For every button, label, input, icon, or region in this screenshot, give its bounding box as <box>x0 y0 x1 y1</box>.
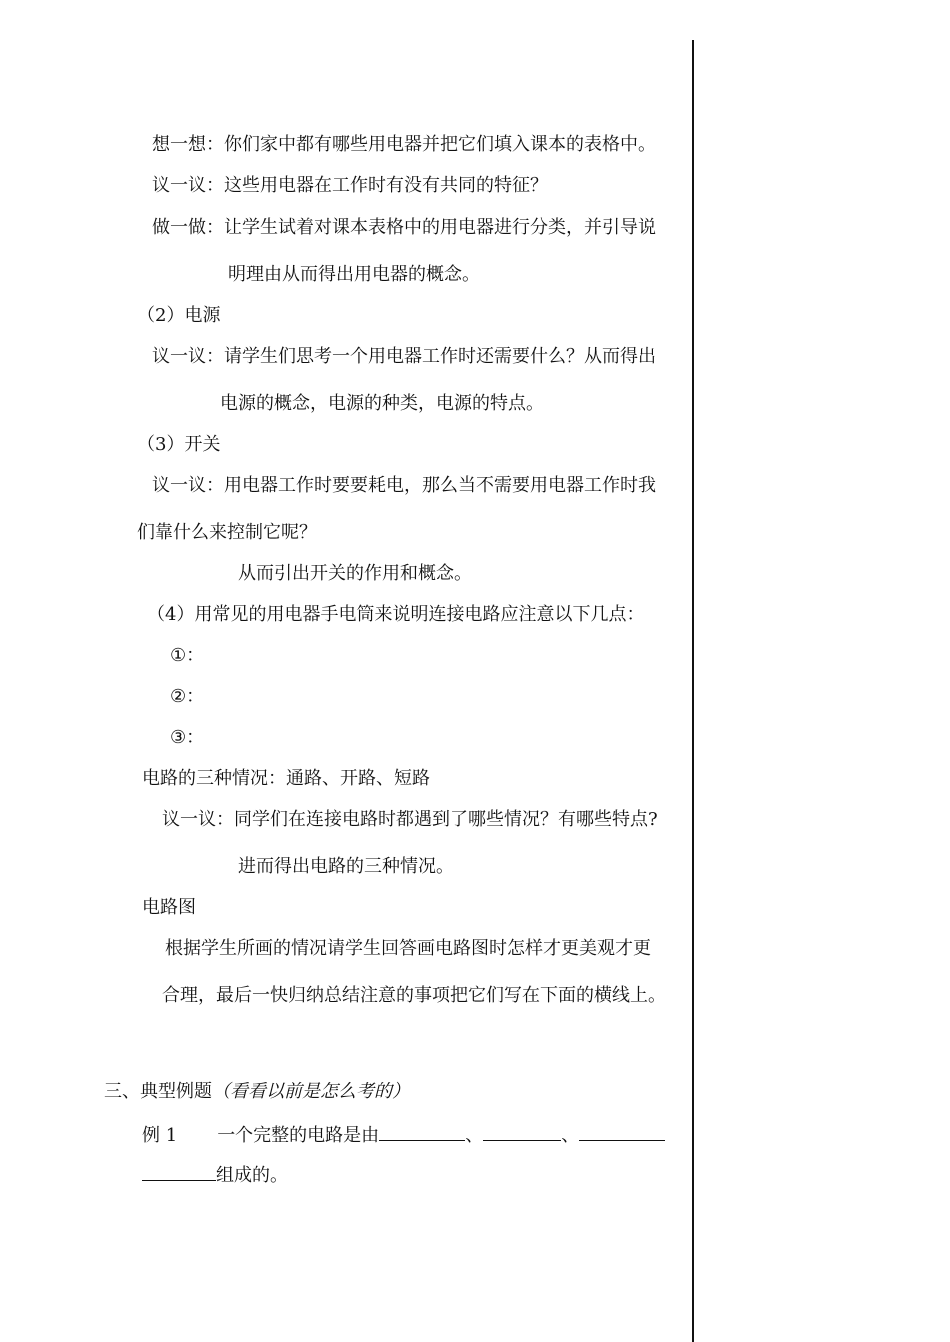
point-2: ②： <box>170 686 205 707</box>
discuss-line: 议一议：这些用电器在工作时有没有共同的特征？ <box>152 175 548 196</box>
example-1-sep-1: 、 <box>465 1125 484 1146</box>
circuit-discuss-line: 议一议：同学们在连接电路时都遇到了哪些情况？有哪些特点? <box>162 809 658 830</box>
switch-conclusion: 从而引出开关的作用和概念。 <box>238 563 472 584</box>
switch-discuss-line: 议一议：用电器工作时要要耗电，那么当不需要用电器工作时我 <box>152 475 656 496</box>
heading-flashlight: （4）用常见的用电器手电筒来说明连接电路应注意以下几点： <box>147 604 645 625</box>
example-1-text: 一个完整的电路是由 <box>217 1125 380 1146</box>
answer-blank-4[interactable] <box>142 1164 216 1181</box>
think-line: 想一想：你们家中都有哪些用电器并把它们填入课本的表格中。 <box>152 134 656 155</box>
answer-blank-1[interactable] <box>379 1124 465 1141</box>
point-1: ①： <box>170 645 205 666</box>
diagram-text-line: 根据学生所画的情况请学生回答画电路图时怎样才更美观才更 <box>165 938 651 959</box>
example-1-line <box>142 1124 665 1148</box>
example-1-suffix: 组成的。 <box>216 1165 288 1186</box>
switch-discuss-cont: 们靠什么来控制它呢？ <box>137 522 317 543</box>
section-3-title <box>104 1080 410 1104</box>
answer-blank-3[interactable] <box>579 1124 665 1141</box>
circuit-conclusion: 进而得出电路的三种情况。 <box>238 856 454 877</box>
do-line: 做一做：让学生试着对课本表格中的用电器进行分类，并引导说 <box>152 217 656 238</box>
do-line-cont: 明理由从而得出用电器的概念。 <box>228 264 480 285</box>
heading-switch: （3）开关 <box>137 434 221 455</box>
circuit-diagram-heading: 电路图 <box>142 897 196 918</box>
section-3-label: 三、典型例题 <box>104 1081 212 1102</box>
example-1-line-cont <box>142 1164 288 1188</box>
circuit-states-heading: 电路的三种情况：通路、开路、短路 <box>142 768 430 789</box>
answer-blank-2[interactable] <box>483 1124 561 1141</box>
power-discuss-line: 议一议：请学生们思考一个用电器工作时还需要什么？从而得出 <box>152 346 656 367</box>
example-1-sep-2: 、 <box>561 1125 580 1146</box>
power-discuss-cont: 电源的概念，电源的种类，电源的特点。 <box>220 393 544 414</box>
point-3: ③： <box>170 727 205 748</box>
heading-power-source: （2）电源 <box>137 305 221 326</box>
vertical-margin-rule <box>692 40 694 1342</box>
diagram-text-cont: 合理，最后一快归纳总结注意的事项把它们写在下面的横线上。 <box>162 985 666 1006</box>
section-3-note: （看看以前是怎么考的） <box>212 1081 410 1102</box>
example-1-label: 例 1 <box>142 1125 178 1146</box>
